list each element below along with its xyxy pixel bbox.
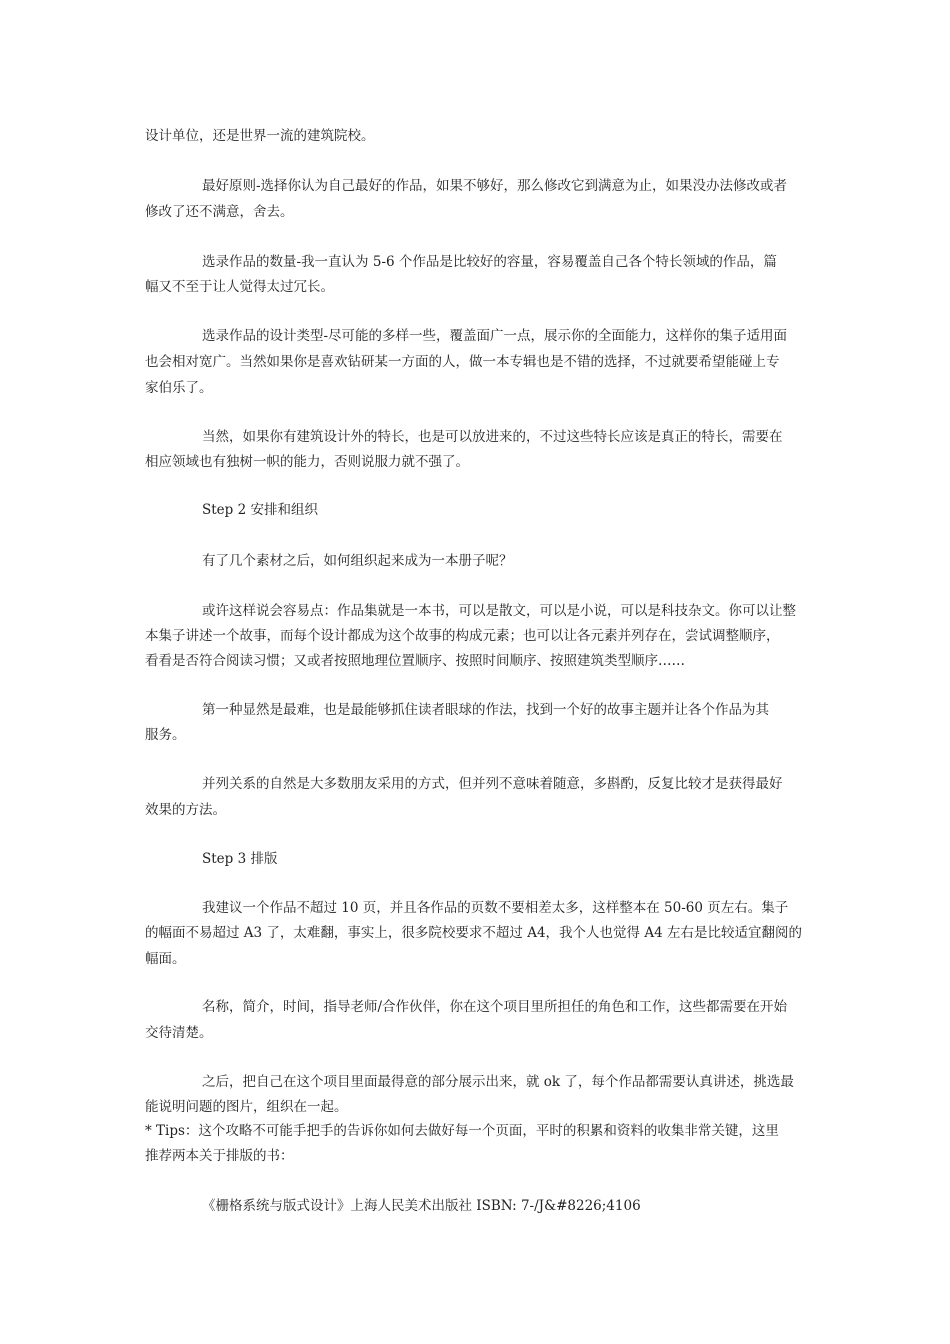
paragraph-line: 服务。 (145, 727, 186, 743)
tips-line: 推荐两本关于排版的书： (145, 1148, 294, 1164)
paragraph-line: 修改了还不满意，舍去。 (145, 204, 294, 220)
paragraph-line: 也会相对宽广。当然如果你是喜欢钻研某一方面的人，做一本专辑也是不错的选择，不过就要希望能碰上专 (145, 354, 780, 370)
paragraph-line: 之后，把自己在这个项目里面最得意的部分展示出来，就 ok 了，每个作品都需要认真讲述，挑选最 (202, 1074, 794, 1090)
section-heading: Step 2 安排和组织 (202, 502, 318, 518)
paragraph-line: 能说明问题的图片，组织在一起。 (145, 1099, 348, 1115)
paragraph-line: 或许这样说会容易点：作品集就是一本书，可以是散文，可以是小说，可以是科技杂文。你可以让整 (202, 603, 796, 619)
paragraph-line: 的幅面不易超过 A3 了，太难翻，事实上，很多院校要求不超过 A4，我个人也觉得 A4 左右是比较适宜翻阅的 (145, 925, 802, 941)
paragraph-line: 选录作品的数量-我一直认为 5-6 个作品是比较好的容量，容易覆盖自己各个特长领域的作品，篇 (202, 254, 777, 270)
paragraph-line: 并列关系的自然是大多数朋友采用的方式，但并列不意味着随意，多斟酌，反复比较才是获得最好 (202, 776, 783, 792)
paragraph-line: 相应领域也有独树一帜的能力，否则说服力就不强了。 (145, 454, 469, 470)
paragraph-line: 名称，简介，时间，指导老师/合作伙伴，你在这个项目里所担任的角色和工作，这些都需要在开始 (202, 999, 788, 1015)
paragraph-line: 第一种显然是最难，也是最能够抓住读者眼球的作法，找到一个好的故事主题并让各个作品为其 (202, 702, 769, 718)
book-reference: 《栅格系统与版式设计》上海人民美术出版社 ISBN: 7-/J&#8226;4106 (202, 1198, 641, 1214)
paragraph-line: 最好原则-选择你认为自己最好的作品，如果不够好，那么修改它到满意为止，如果没办法修改或者 (202, 178, 788, 194)
paragraph-line: 设计单位，还是世界一流的建筑院校。 (145, 128, 375, 144)
paragraph-line: 有了几个素材之后，如何组织起来成为一本册子呢？ (202, 553, 513, 569)
paragraph-line: 家伯乐了。 (145, 380, 213, 396)
tips-line: * Tips：这个攻略不可能手把手的告诉你如何去做好每一个页面，平时的积累和资料的收集非常关键，这里 (145, 1123, 779, 1139)
paragraph-line: 效果的方法。 (145, 802, 226, 818)
paragraph-line: 选录作品的设计类型-尽可能的多样一些，覆盖面广一点，展示你的全面能力，这样你的集子适用面 (202, 328, 788, 344)
paragraph-line: 看看是否符合阅读习惯；又或者按照地理位置顺序、按照时间顺序、按照建筑类型顺序…… (145, 653, 685, 669)
paragraph-line: 交待清楚。 (145, 1025, 213, 1041)
paragraph-line: 我建议一个作品不超过 10 页，并且各作品的页数不要相差太多，这样整本在 50-60 页左右。集子 (202, 900, 789, 916)
paragraph-line: 幅面。 (145, 951, 186, 967)
paragraph-line: 当然，如果你有建筑设计外的特长，也是可以放进来的，不过这些特长应该是真正的特长，需要在 (202, 429, 783, 445)
section-heading: Step 3 排版 (202, 851, 278, 867)
paragraph-line: 幅又不至于让人觉得太过冗长。 (145, 279, 334, 295)
paragraph-line: 本集子讲述一个故事，而每个设计都成为这个故事的构成元素；也可以让各元素并列存在，尝试调整顺序， (145, 628, 780, 644)
